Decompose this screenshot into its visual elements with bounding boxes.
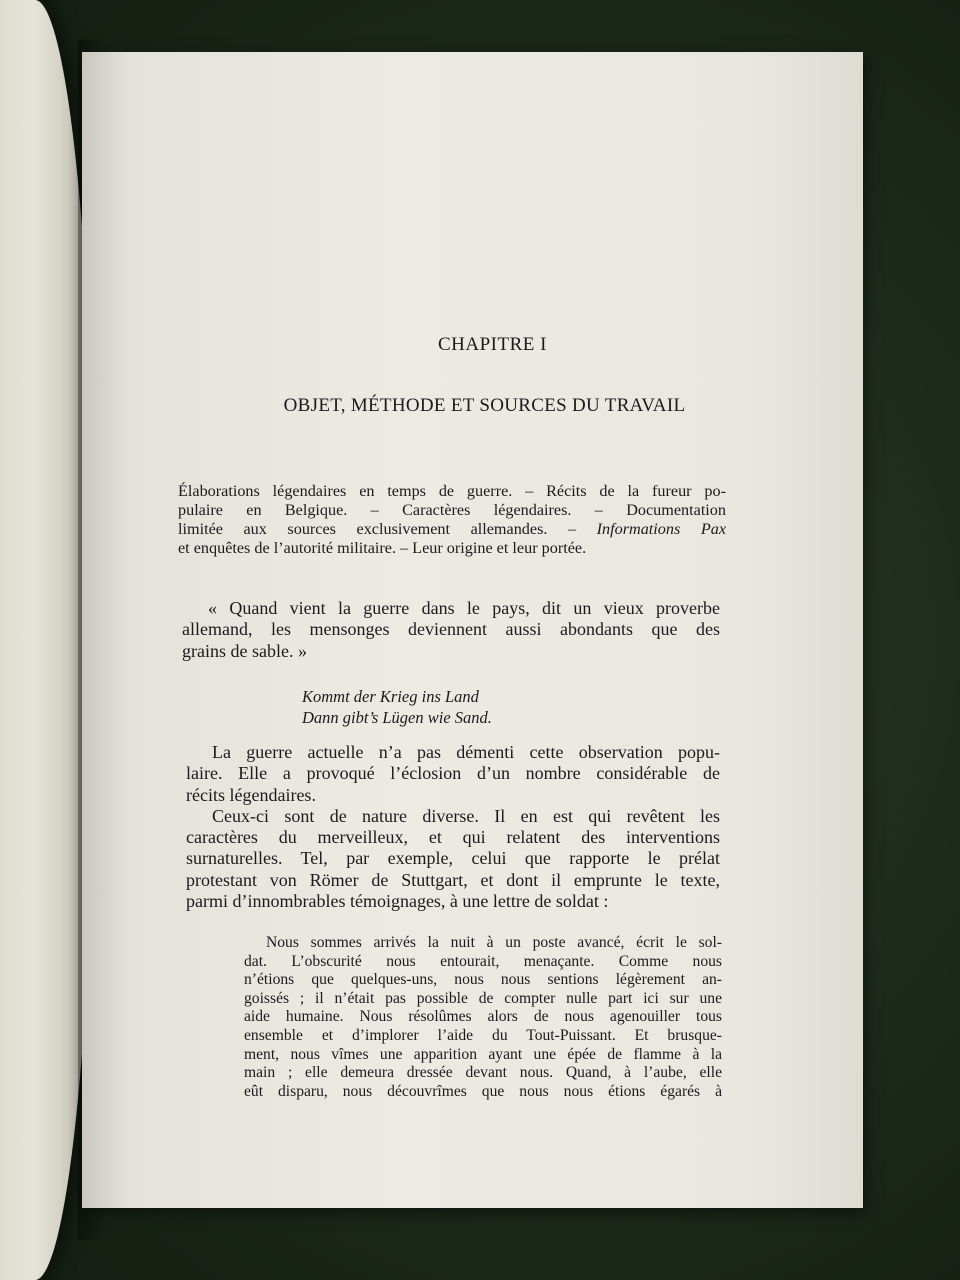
german-verse [302, 686, 492, 728]
soldier-letter-quote [244, 934, 722, 1101]
chapter-title: OBJET, MÉTHODE ET SOURCES DU TRAVAIL [283, 395, 686, 416]
paragraph-line: grains de sable. » [182, 640, 307, 661]
paragraph-line: caractères du merveilleux, et qui relatent des interventions [186, 827, 720, 848]
summary-line: Élaborations légendaires en temps de guerre. – Récits de la fureur po- [178, 482, 726, 500]
summary-line [178, 520, 726, 539]
summary-line-text: limitée aux sources exclusivement allemandes. – [178, 520, 577, 538]
paragraph-line: allemand, les mensonges deviennent aussi abondants que des [182, 619, 720, 640]
book-page [82, 52, 863, 1208]
paragraph-line: La guerre actuelle n’a pas démenti cette observation popu- [212, 742, 720, 762]
quote-line: n’étions que quelques-uns, nous nous sentions légèrement an- [244, 971, 722, 989]
quote-line: dat. L’obscurité nous entourait, menaçante. Comme nous [244, 952, 722, 970]
paragraph-2 [186, 742, 720, 806]
summary-line: pulaire en Belgique. – Caractères légendaires. – Documentation [178, 501, 726, 519]
body-paragraphs [186, 742, 720, 912]
quote-line: ensemble et d’implorer l’aide du Tout-Puissant. Et brusque- [244, 1026, 722, 1044]
quote-line: ment, nous vîmes une apparition ayant une épée de flamme à la [244, 1045, 722, 1063]
quote-line: main ; elle demeura dressée devant nous. Quand, à l’aube, elle [244, 1064, 722, 1082]
verse-line: Dann gibt’s Lügen wie Sand. [302, 708, 492, 727]
quote-line: eût disparu, nous découvrîmes que nous nous étions égarés à [244, 1082, 722, 1100]
paragraph-line: laire. Elle a provoqué l’éclosion d’un nombre considérable de [186, 763, 720, 784]
summary-line: et enquêtes de l’autorité militaire. – Leur origine et leur portée. [178, 539, 587, 557]
paragraph-line: récits légendaires. [186, 784, 316, 805]
summary-italic-source: Informations Pax [596, 520, 726, 538]
chapter-label: CHAPITRE I [438, 334, 547, 355]
verse-line: Kommt der Krieg ins Land [302, 687, 479, 706]
quote-line: goissés ; il n’était pas possible de compter nulle part ici sur une [244, 989, 722, 1007]
proverb-paragraph [182, 598, 720, 662]
quote-line: Nous sommes arrivés la nuit à un poste avancé, écrit le sol- [266, 934, 722, 951]
paragraph-line: protestant von Römer de Stuttgart, et dont il emprunte le texte, [186, 869, 720, 890]
paragraph-line: « Quand vient la guerre dans le pays, dit un vieux proverbe [208, 598, 720, 618]
paragraph-line: parmi d’innombrables témoignages, à une lettre de soldat : [186, 891, 609, 912]
paragraph-line: Ceux-ci sont de nature diverse. Il en est qui revêtent les [212, 805, 720, 826]
quote-line: aide humaine. Nous résolûmes alors de nous agenouiller tous [244, 1008, 722, 1026]
paragraph-3 [186, 806, 720, 912]
chapter-summary [178, 482, 726, 558]
paragraph-line: surnaturelles. Tel, par exemple, celui que rapporte le prélat [186, 848, 720, 869]
